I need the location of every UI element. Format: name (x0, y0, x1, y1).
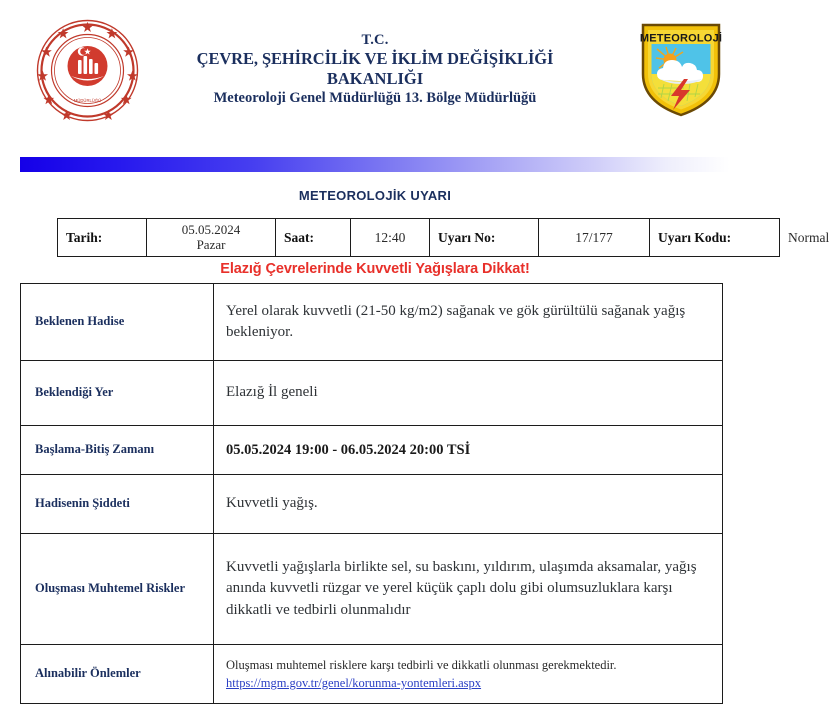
time-range-value: 05.05.2024 19:00 - 06.05.2024 20:00 TSİ (214, 426, 723, 475)
table-row (21, 475, 723, 534)
expected-event-value: Yerel olarak kuvvetli (21-50 kg/m2) sağanak ve gök gürültülü sağanak yağış bekleniyor. (214, 284, 723, 361)
header-ministry-line2: BAKANLIĞI (326, 68, 424, 88)
table-row (21, 361, 723, 426)
warning-no-value: 17/177 (539, 219, 650, 257)
date-value (147, 219, 276, 257)
time-range-label: Başlama-Bitiş Zamanı (21, 426, 214, 475)
header-title-block (160, 32, 590, 107)
svg-text:METEOROLOJİ: METEOROLOJİ (639, 32, 723, 45)
risks-value: Kuvvetli yağışlarla birlikte sel, su baskını, yıldırım, ulaşımda aksamalar, yağış anında kuvvetli rüzgar ve yerel küçük çaplı dolu gibi olumsuzluklara karşı dikkatli ve tedbirli olunmalıdır (214, 534, 723, 645)
table-row (21, 645, 723, 704)
table-row (21, 426, 723, 475)
document-header (0, 0, 750, 140)
ministry-seal-icon (35, 18, 140, 123)
time-label: Saat: (276, 219, 351, 257)
header-tc: T.C. (361, 32, 389, 48)
expected-place-value: Elazığ İl geneli (214, 361, 723, 426)
measures-label: Alınabilir Önlemler (21, 645, 214, 704)
severity-label: Hadisenin Şiddeti (21, 475, 214, 534)
warning-detail-table (20, 283, 723, 704)
warning-info-table (57, 218, 829, 257)
decorative-gradient-bar (20, 157, 730, 172)
table-row: Tarih: 05.05.2024 Pazar Saat: 12:40 Uyarı No: 17/177 Uyarı Kodu: Normal (58, 219, 780, 257)
warning-code-label: Uyarı Kodu: (650, 219, 780, 257)
meteoroloji-shield-icon (640, 22, 722, 118)
date-label: Tarih: (58, 219, 147, 257)
warning-no-label: Uyarı No: (430, 219, 539, 257)
header-department: Meteoroloji Genel Müdürlüğü 13. Bölge Müdürlüğü (213, 90, 537, 107)
date-value-text: 05.05.2024 (181, 221, 241, 237)
severity-value: Kuvvetli yağış. (214, 475, 723, 534)
header-ministry-line1: ÇEVRE, ŞEHİRCİLİK VE İKLİM DEĞİŞİKLİĞİ (196, 49, 554, 69)
expected-place-label: Beklendiği Yer (21, 361, 214, 426)
table-row (21, 534, 723, 645)
page-title: METEOROLOJİK UYARI (298, 188, 452, 203)
measures-text: Oluşması muhtemel risklere karşı tedbirli ve dikkatli olunması gerekmektedir. (226, 657, 617, 672)
protection-methods-link[interactable]: https://mgm.gov.tr/genel/korunma-yontemleri.aspx (226, 676, 482, 690)
date-day-text: Pazar (196, 236, 226, 252)
table-row (21, 284, 723, 361)
measures-value (214, 645, 723, 704)
expected-event-label: Beklenen Hadise (21, 284, 214, 361)
risks-label: Oluşması Muhtemel Riskler (21, 534, 214, 645)
svg-text:MÜDÜRLÜĞÜ: MÜDÜRLÜĞÜ (73, 98, 102, 103)
warning-headline: Elazığ Çevrelerinde Kuvvetli Yağışlara Dikkat! (220, 261, 530, 277)
time-value: 12:40 (351, 219, 430, 257)
